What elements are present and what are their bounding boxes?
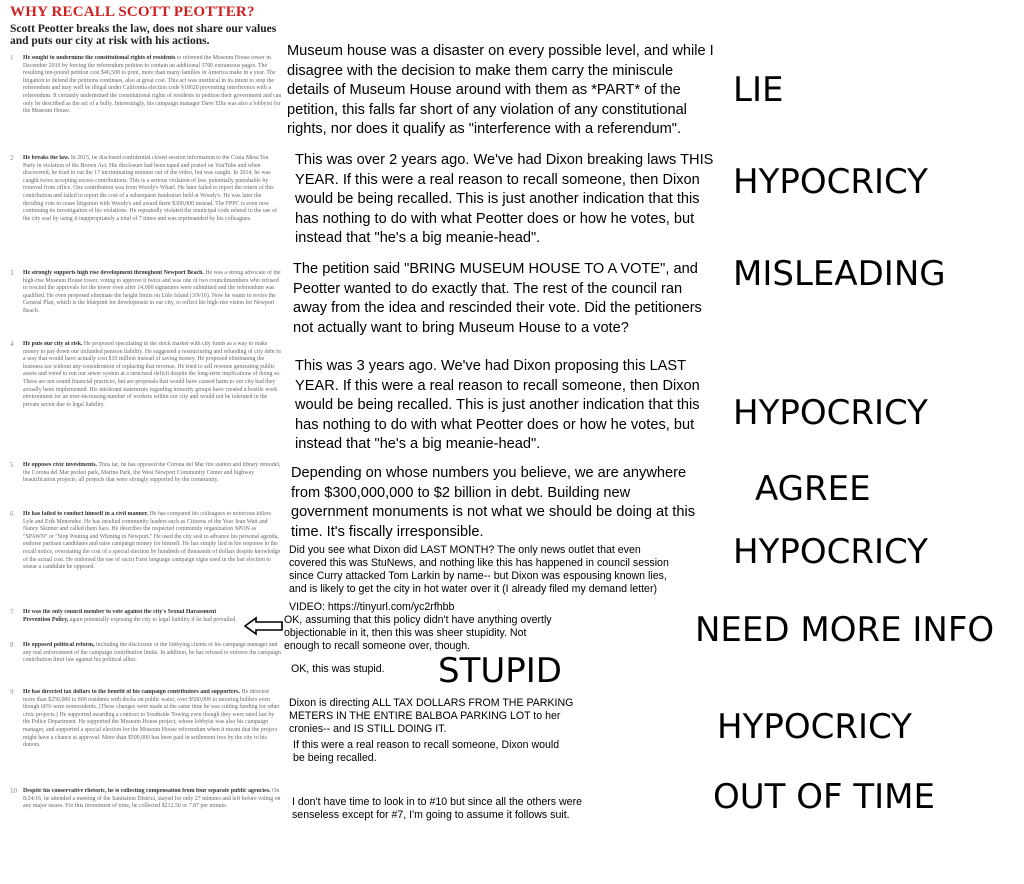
item-body: Thus far, he has opposed the Corona del Mar fire station and library remodel, the Corona del Mar pocket park, Marina Park, the West Newport Community Center and highway beautification projects, all projects that were strongly supported by the community. — [23, 462, 281, 484]
item-body: On 8/24/16, he attended a meeting of the Sanitation District, stayed for only 27 minutes and left before voting on any major issues. For this investment of time, he collected $212.50 or 7.87 per minute. — [23, 788, 281, 810]
comment-8: OK, assuming that this policy didn't have anything overtly objectionable in it, then this was sheer stupidity. Not enough to recall someone over, though. — [284, 614, 552, 652]
item-number: 5 — [10, 462, 14, 469]
comment-6: Did you see what Dixon did LAST MONTH? The only news outlet that even covered this was StuNews, and nothing like this has happened in council session since Curry attacked Tom Larkin by name-- but Dixon was espousing known lies, and is likely to get the city in hot water over it (I already filed my demand letter) — [289, 544, 669, 595]
recall-item-8 — [10, 642, 282, 682]
comment-3: The petition said "BRING MUSEUM HOUSE TO A VOTE", and Peotter wanted to do exactly that. The rest of the council ran away from the idea and rescinded their vote. Did the petitioners not actually want to bring Museum House to a vote? — [293, 261, 702, 336]
verdict-agree: AGREE — [755, 469, 871, 509]
item-body: to referend the Museum House tower in December 2016 by forcing the referendum petition to contain an additional 3700 extraneous pages. The resulting ten-pound petition cost $46,500 to print, more than many families in America make in a year. The litigation to defend the petitions continues, also at great cost. This act was unethical in its intent to stop the referendum and may well be illegal under California election code §18620 preventing interference with a referendum. It certainly undermined the constitutional rights of residents to petition their government and can only be described as the act of a bully. Interestingly, his campaign manager Dave Ellis was also a lobbyist for the Museum House. — [23, 55, 282, 115]
item-lead: Despite his conservative rhetoric, he is collecting compensation from four separate public agencies. — [23, 788, 271, 794]
recall-item-9 — [10, 689, 282, 777]
recall-item-1 — [10, 55, 282, 147]
item-body: In 2015, he disclosed confidential closed session information to the Costa Mesa Tea Party in violation of the Brown Act. His disclosure had been taped and posted on YouTube and when discovered, he tried to cut the 17 incriminating minutes out of the video, but was caught. In 2014, he was caught twice accepting excess contributions. This is a serious violation of law, potentially punishable by removal from office. One contribution was from Woody's Wharf. He later failed to report the return of this contribution and failed to report the cost of a subsequent fundraiser held at Woody's. He was later the deciding vote to cease litigation with Woody's and award them $300,000 instead. The FPPC is even now continuing its investigation of his violations. He repeatedly violated the municipal code related to the use of the city seal by using it inappropriately a total of 7 times and was reprimanded by his colleagues. — [23, 155, 278, 222]
item-lead: He opposes civic investments. — [23, 462, 97, 468]
item-lead: He has failed to conduct himself in a civil manner. — [23, 511, 149, 517]
recall-item-7 — [10, 609, 242, 633]
item-lead: He opposed political reform, — [23, 642, 95, 648]
item-number: 9 — [10, 689, 14, 696]
comment-12: I don't have time to look in to #10 but since all the others were senseless except for #7, I'm going to assume it follows suit. — [292, 796, 582, 821]
item-number: 1 — [10, 55, 14, 62]
verdict-stupid: STUPID — [438, 651, 562, 691]
item-body: He has compared his colleagues to notorious killers Lyle and Erik Menendez. He has insulted community leaders such as Citizens of the Year Jean Watt and Nancy Skinner and called them liars. He describes the respected community organization SPON as "SPAWN" or "Stop Pouting and Whining in Newport." He used the city seal to advance his personal agenda, endorse partisan candidates and raise campaign money for himself. He has simply lied in his response to the recall notice, overstating the cost of a special election by hundreds of thousands of dollars despite knowledge of the actual cost. He endorsed the use of racist Farsi language campaign signs used in the last election to smear a candidate he opposed. — [23, 511, 281, 571]
item-number: 6 — [10, 511, 14, 518]
comment-2: This was over 2 years ago. We've had Dixon breaking laws THIS YEAR. If this were a real reason to recall someone, then Dixon would be being recalled. This is just another indication that this has nothing to do with what Peotter does or how he votes, but instead that "he's a big meanie-head". — [295, 152, 714, 246]
item-lead: He puts our city at risk. — [23, 341, 83, 347]
item-lead: He was the only council member to vote against the city's Sexual Harassment Prevention Policy, — [23, 609, 217, 623]
item-number: 4 — [10, 341, 14, 348]
verdict-hypocricy-1: HYPOCRICY — [733, 162, 928, 202]
item-number: 2 — [10, 155, 14, 162]
recall-item-2 — [10, 155, 282, 263]
verdict-lie: LIE — [733, 70, 784, 110]
item-body: again potentially exposing the city to legal liability if he had prevailed. — [68, 616, 237, 623]
comment-10: Dixon is directing ALL TAX DOLLARS FROM THE PARKING METERS IN THE ENTIRE BALBOA PARKING LOT to her cronies-- and IS STILL DOING IT. — [289, 697, 574, 735]
comment-5: Depending on whose numbers you believe, we are anywhere from $300,000,000 to $2 billion in debt. Building new government monuments is not what we should be doing at this time. It's fiscally irresponsible. — [291, 465, 695, 540]
recall-item-4 — [10, 341, 282, 449]
item-body: He directed more than $250,000 to 800 residents with docks on public water, over $500,000 to mooring holders even though 60% were nonresidents. (These changes were made at the same time he was cutting funding for other civic projects.) He supported awarding a contract to Southside Towing even though they were rated last by the Police Department. He supported the Museum House project, whose lobbyist was also his campaign manager, and supported a special election for the Museum House referendum when it meant that the project might have a chance at approval. More than $500,000 has been paid in settlement fees by the city to his donors. — [23, 689, 280, 749]
verdict-out-of-time: OUT OF TIME — [713, 777, 935, 817]
comment-1: Museum house was a disaster on every possible level, and while I disagree with the decision to make them carry the miniscule details of Museum House around with them as *PART* of the petition, this falls far short of any violation of any constitutional rights, nor does it qualify as "interference with a referendum". — [287, 43, 714, 137]
recall-item-6 — [10, 511, 282, 599]
verdict-hypocricy-2: HYPOCRICY — [733, 393, 928, 433]
recall-item-5 — [10, 462, 282, 502]
verdict-misleading: MISLEADING — [733, 254, 946, 294]
left-arrow-icon — [244, 616, 284, 641]
page-title: WHY RECALL SCOTT PEOTTER? — [10, 4, 255, 20]
item-number: 7 — [10, 609, 14, 616]
item-body: He was a strong advocate of the high-rise Museum House tower, voting to approve it twice and was one of two councilmembers who refused to rescind the approvals for the tower even after 14,000 signatures were submitted and the referendum was qualified. He even proposed eliminate the height limits on Lido Island (3/9/16). Now he wants to revise the General Plan, which is the blueprint for development in our city, to reflect his high-rise vision for Newport Beach. — [23, 270, 281, 314]
item-lead: He strongly supports high rise development throughout Newport Beach. — [23, 270, 204, 276]
recall-item-10 — [10, 788, 282, 828]
verdict-hypocricy-3: HYPOCRICY — [733, 532, 928, 572]
item-lead: He has directed tax dollars to the benefit of his campaign contributors and supporters. — [23, 689, 240, 695]
item-number: 10 — [10, 788, 17, 795]
item-number: 8 — [10, 642, 14, 649]
comment-11: If this were a real reason to recall someone, Dixon would be being recalled. — [293, 739, 560, 764]
comment-9: OK, this was stupid. — [291, 663, 385, 675]
comment-7-video: VIDEO: https://tinyurl.com/yc2rfhbb — [289, 601, 455, 613]
verdict-need-more-info: NEED MORE INFO — [695, 610, 995, 650]
item-lead: He sought to undermine the constitutional rights of residents — [23, 55, 176, 61]
comment-4: This was 3 years ago. We've had Dixon proposing this LAST YEAR. If this were a real reason to recall someone, then Dixon would be being recalled. This is just another indication that this has nothing to do with what Peotter does or how he votes, but instead that "he's a big meanie-head". — [295, 358, 700, 452]
item-lead: He breaks the law. — [23, 155, 70, 161]
page-subtitle: Scott Peotter breaks the law, does not share our values and puts our city at risk with his actions. — [10, 23, 277, 47]
item-body: He proposed speculating in the stock market with city funds as a way to make money to pay down our unfunded pension liability. He suggested a restructuring and refunding of city debt in a way that would have actually cost $10 million instead of saving money. He proposed eliminating the business tax without any consideration of replacing that revenue. He tried to sell revenue generating public assets and voted to run our sewer system at a structural deficit despite the long-term implications of doing so. These are not sound financial practices, but are proposals that would have caused harm to our city had they actually been implemented. His intolerant statements regarding minority groups have created a hostile work environment for an ever-increasing number of workers within our city and would not be tolerated in the private sector due to legal liability. — [23, 341, 281, 408]
item-body: including the disclosure of the lobbying clients of his campaign manager and any real enforcement of the campaign contribution limits. In addition, he has refused to enforce the campaign contribution limit law against his political allies. — [23, 642, 281, 664]
recall-item-3 — [10, 270, 282, 334]
item-number: 3 — [10, 270, 14, 277]
verdict-hypocricy-4: HYPOCRICY — [717, 707, 912, 747]
